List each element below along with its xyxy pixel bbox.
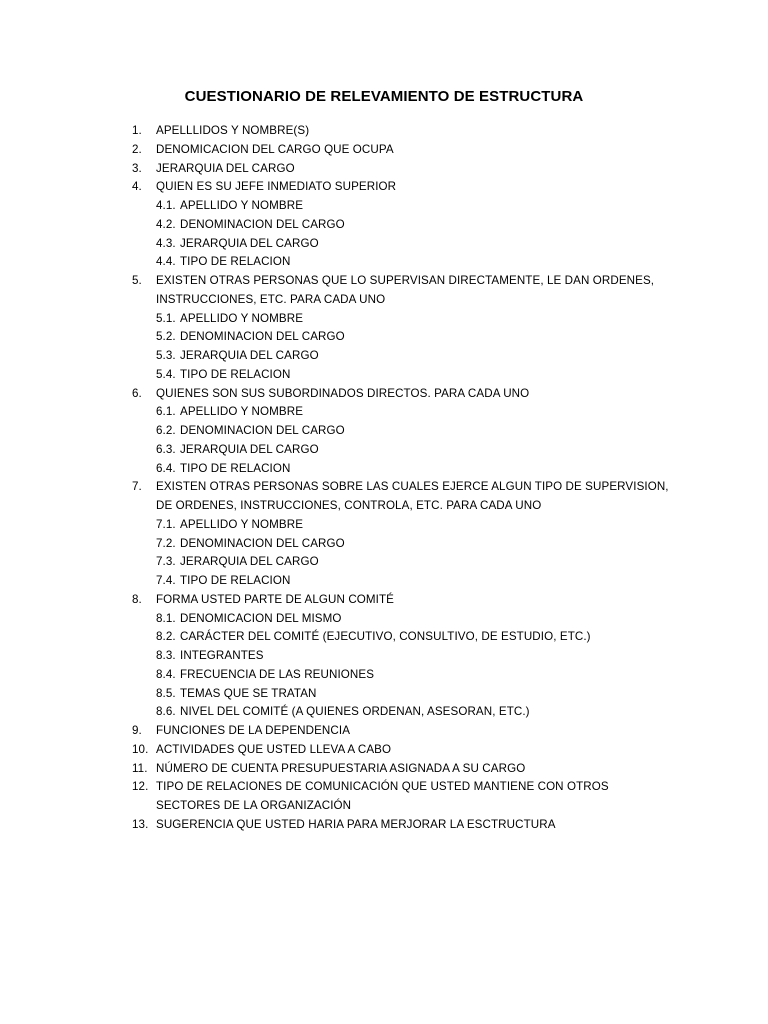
- question-number: 8.: [132, 592, 142, 606]
- sub-question-number: 4.3.: [156, 236, 176, 250]
- sub-question-item: [0, 610, 768, 629]
- sub-question-number: 8.3.: [156, 649, 176, 662]
- sub-question-text: JERARQUIA DEL CARGO: [180, 349, 319, 362]
- question-number: 5.: [132, 274, 142, 287]
- sub-question-item: [0, 235, 768, 254]
- sub-question-item: [0, 366, 768, 385]
- sub-question-number: 5.2.: [156, 330, 176, 344]
- question-number: 2.: [132, 142, 142, 156]
- sub-question-item: [0, 703, 768, 722]
- question-item: [0, 178, 768, 197]
- question-item: [0, 591, 768, 610]
- sub-question-number: 6.2.: [156, 424, 176, 437]
- sub-question-text: TIPO DE RELACION: [180, 574, 291, 587]
- question-text: NÚMERO DE CUENTA PRESUPUESTARIA ASIGNADA A SU CARGO: [156, 761, 526, 775]
- question-text: ACTIVIDADES QUE USTED LLEVA A CABO: [156, 742, 392, 756]
- question-text: INSTRUCCIONES, ETC. PARA CADA UNO: [156, 292, 386, 306]
- sub-question-number: 8.1.: [156, 611, 176, 625]
- question-text: DE ORDENES, INSTRUCCIONES, CONTROLA, ETC. PARA CADA UNO: [156, 499, 542, 512]
- sub-question-text: APELLIDO Y NOMBRE: [180, 405, 304, 419]
- sub-question-text: TIPO DE RELACION: [180, 367, 291, 381]
- question-number: 13.: [132, 817, 149, 831]
- question-item: [0, 122, 768, 141]
- sub-question-item: [0, 441, 768, 460]
- question-item-continuation: [0, 797, 768, 816]
- sub-question-item: [0, 535, 768, 554]
- sub-question-item: [0, 516, 768, 535]
- sub-question-number: 6.1.: [156, 405, 176, 419]
- sub-question-item: [0, 647, 768, 666]
- question-number: 6.: [132, 386, 142, 400]
- question-item: [0, 272, 768, 291]
- sub-question-number: 5.4.: [156, 367, 176, 381]
- question-text: JERARQUIA DEL CARGO: [156, 161, 295, 175]
- sub-question-item: [0, 422, 768, 441]
- sub-question-item: [0, 216, 768, 235]
- question-item: [0, 760, 768, 779]
- sub-question-text: TIPO DE RELACION: [180, 255, 291, 269]
- sub-question-number: 6.3.: [156, 442, 176, 456]
- sub-question-item: [0, 347, 768, 366]
- sub-question-text: TIPO DE RELACION: [180, 461, 291, 475]
- sub-question-number: 7.1.: [156, 517, 176, 531]
- question-number: 4.: [132, 180, 142, 194]
- sub-question-number: 8.4.: [156, 667, 176, 681]
- question-item: [0, 160, 768, 179]
- question-item: [0, 478, 768, 497]
- question-item: [0, 385, 768, 404]
- sub-question-item: [0, 460, 768, 479]
- sub-question-number: 4.1.: [156, 199, 176, 212]
- sub-question-number: 5.3.: [156, 349, 176, 362]
- sub-question-item: [0, 197, 768, 216]
- question-item: [0, 778, 768, 797]
- sub-question-text: FRECUENCIA DE LAS REUNIONES: [180, 667, 375, 681]
- sub-question-text: INTEGRANTES: [180, 649, 264, 662]
- question-item: [0, 722, 768, 741]
- question-list: [0, 122, 768, 835]
- sub-question-text: JERARQUIA DEL CARGO: [180, 555, 319, 569]
- sub-question-number: 4.4.: [156, 255, 176, 269]
- question-text: FUNCIONES DE LA DEPENDENCIA: [156, 724, 351, 737]
- sub-question-text: DENOMINACION DEL CARGO: [180, 217, 345, 231]
- sub-question-number: 4.2.: [156, 217, 176, 231]
- sub-question-item: [0, 572, 768, 591]
- sub-question-number: 5.1.: [156, 311, 176, 325]
- question-text: APELLLIDOS Y NOMBRE(S): [156, 124, 310, 137]
- sub-question-item: [0, 553, 768, 572]
- question-text: QUIEN ES SU JEFE INMEDIATO SUPERIOR: [156, 180, 397, 194]
- question-text: DENOMICACION DEL CARGO QUE OCUPA: [156, 142, 394, 156]
- question-number: 1.: [132, 124, 142, 137]
- question-number: 7.: [132, 480, 142, 494]
- question-number: 9.: [132, 724, 142, 737]
- sub-question-number: 7.4.: [156, 574, 176, 587]
- document-title: CUESTIONARIO DE RELEVAMIENTO DE ESTRUCTURA: [184, 88, 584, 105]
- sub-question-item: [0, 628, 768, 647]
- question-text: QUIENES SON SUS SUBORDINADOS DIRECTOS. PARA CADA UNO: [156, 386, 530, 400]
- question-text: EXISTEN OTRAS PERSONAS SOBRE LAS CUALES EJERCE ALGUN TIPO DE SUPERVISION,: [156, 480, 669, 494]
- question-text: EXISTEN OTRAS PERSONAS QUE LO SUPERVISAN DIRECTAMENTE, LE DAN ORDENES,: [156, 274, 655, 287]
- sub-question-text: APELLIDO Y NOMBRE: [180, 311, 304, 325]
- sub-question-text: NIVEL DEL COMITÉ (A QUIENES ORDENAN, ASESORAN, ETC.): [180, 705, 530, 719]
- sub-question-item: [0, 666, 768, 685]
- question-number: 3.: [132, 161, 142, 175]
- sub-question-item: [0, 685, 768, 704]
- question-text: SUGERENCIA QUE USTED HARIA PARA MERJORAR LA ESCTRUCTURA: [156, 817, 556, 831]
- question-number: 12.: [132, 780, 149, 794]
- question-item-continuation: [0, 497, 768, 516]
- sub-question-number: 8.2.: [156, 630, 176, 644]
- question-item: [0, 741, 768, 760]
- sub-question-text: TEMAS QUE SE TRATAN: [180, 686, 317, 700]
- question-item: [0, 141, 768, 160]
- sub-question-item: [0, 253, 768, 272]
- question-number: 10.: [132, 742, 149, 756]
- sub-question-text: DENOMICACION DEL MISMO: [180, 611, 342, 625]
- sub-question-number: 7.3.: [156, 555, 176, 569]
- sub-question-text: DENOMINACION DEL CARGO: [180, 536, 345, 550]
- sub-question-text: DENOMINACION DEL CARGO: [180, 424, 345, 437]
- sub-question-text: APELLIDO Y NOMBRE: [180, 199, 304, 212]
- question-text: FORMA USTED PARTE DE ALGUN COMITÉ: [156, 592, 394, 606]
- question-item: [0, 816, 768, 835]
- sub-question-number: 6.4.: [156, 461, 176, 475]
- sub-question-text: CARÁCTER DEL COMITÉ (EJECUTIVO, CONSULTIVO, DE ESTUDIO, ETC.): [180, 630, 591, 644]
- sub-question-text: JERARQUIA DEL CARGO: [180, 442, 319, 456]
- sub-question-item: [0, 403, 768, 422]
- sub-question-number: 8.5.: [156, 686, 176, 700]
- sub-question-text: APELLIDO Y NOMBRE: [180, 517, 304, 531]
- question-item-continuation: [0, 291, 768, 310]
- sub-question-number: 7.2.: [156, 536, 176, 550]
- sub-question-text: DENOMINACION DEL CARGO: [180, 330, 345, 344]
- sub-question-number: 8.6.: [156, 705, 176, 719]
- sub-question-text: JERARQUIA DEL CARGO: [180, 236, 319, 250]
- question-text: SECTORES DE LA ORGANIZACIÓN: [156, 799, 352, 812]
- question-text: TIPO DE RELACIONES DE COMUNICACIÓN QUE USTED MANTIENE CON OTROS: [156, 780, 609, 794]
- sub-question-item: [0, 328, 768, 347]
- question-number: 11.: [132, 761, 148, 775]
- sub-question-item: [0, 310, 768, 329]
